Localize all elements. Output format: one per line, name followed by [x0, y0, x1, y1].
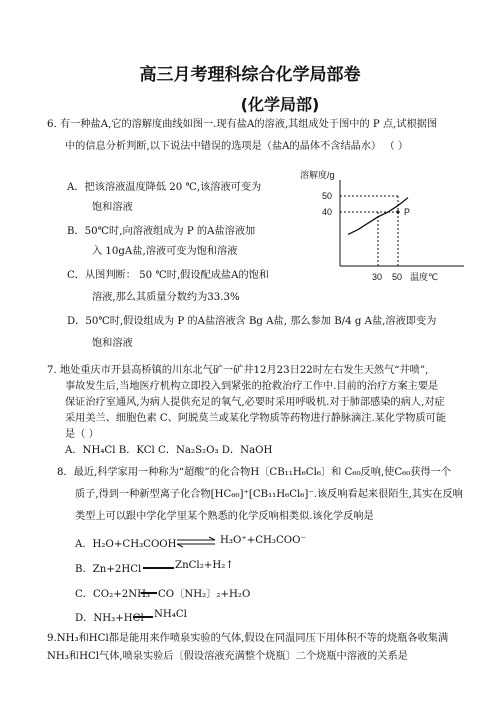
q8-option-b-left: B．Zn+2HCl — [75, 564, 142, 575]
q8-option-d-right: NH₄Cl — [154, 609, 187, 620]
q6-option-d-line1: D．50℃时,假设组成为 P 的A盐溶液含 Bg A盐, 那么参加 B/4 g A盐,溶液即变为 — [67, 316, 437, 327]
point-p-label: P — [404, 207, 411, 217]
q9-line1: 9.NH₃和HCl都是能用来作喷泉实验的气体,假设在同温同压下用体积不等的烧瓶各收集满 — [47, 633, 449, 644]
chart-axes — [340, 180, 464, 266]
equilibrium-arrow-icon — [175, 535, 217, 549]
q7-line2: 事故发生后,当地医疗机构立即投入到紧张的抢救治疗工作中.目前的治疗方案主要是 — [65, 381, 439, 392]
x-tick-label-30: 30 — [372, 272, 383, 282]
q6-option-a-line1: A．把该溶液温度降低 20 ℃,该溶液可变为 — [67, 182, 262, 193]
y-tick-label-40: 40 — [322, 207, 333, 217]
page-subtitle: (化学局部) — [240, 95, 320, 114]
point-p-marker — [396, 210, 399, 213]
q6-option-c-line1: C．从图判断： 50 ℃时,假设配成盐A的饱和 — [67, 270, 270, 281]
q9-line2: NH₃和HCl气体,喷泉实验后〔假设溶液充满整个烧瓶〕二个烧瓶中溶液的关系是 — [47, 651, 408, 662]
x-tick-label-50: 50 — [392, 272, 403, 282]
q6-stem-line2: 中的信息分析判断,以下说法中错误的选项是（盐A的晶体不含结晶水） （ ） — [65, 141, 409, 152]
y-tick-label-50: 50 — [322, 191, 333, 201]
q8-option-d-left: D．NH₃+HCl — [75, 613, 144, 624]
q7-line3: 保证治疗室通风,为病人提供充足的氧气,必要时采用呼吸机.对于肺部感染的病人,对症 — [65, 397, 445, 408]
q6-stem-line1: 6. 有一种盐A,它的溶解度曲线如图一.现有盐A的溶液,其组成处于图中的 P 点,试根据图 — [47, 119, 438, 130]
q8-line1: 8．最近,科学家用一种称为“超酸”的化合物H〔CB₁₁H₆Cl₆〕和 C₆₀反响,使C₆₀获得一个 — [57, 467, 452, 478]
reaction-line-d — [133, 616, 153, 618]
q8-option-a-right: H₃O⁺+CH₃COO⁻ — [220, 535, 306, 546]
q6-option-c-line2: 溶液,那么其质量分数约为33.3% — [92, 292, 240, 303]
q8-option-c-left: C．CO₂+2NH₃ — [75, 589, 151, 600]
solubility-chart — [300, 168, 470, 286]
page-title: 高三月考理科综合化学局部卷 — [139, 65, 361, 85]
reaction-line-c — [141, 592, 157, 594]
q8-line2: 质子,得到一种新型离子化合物[HC₆₀]⁺[CB₁₁H₆Cl₆]⁻.该反响看起来很陌生,其实在反响 — [75, 489, 463, 500]
q8-option-b-right: ZnCl₂+H₂↑ — [175, 560, 234, 571]
q8-line3: 类型上可以跟中学化学里某个熟悉的化学反响相类似.该化学反响是 — [75, 511, 374, 522]
q6-option-b-line1: B．50℃时,向溶液组成为 P 的A盐溶液加 — [67, 226, 256, 237]
q8-option-a-left: A．H₂O+CH₃COOH — [75, 539, 177, 550]
q8-option-c-right: CO〔NH₂〕₂+H₂O — [158, 589, 251, 600]
y-axis-label: 溶解度/g — [300, 170, 335, 180]
q6-option-d-line2: 饱和溶液 — [92, 338, 133, 349]
q7-line5: 是（ ） — [65, 429, 99, 440]
q7-options: A．NH₄Cl B．KCl C．Na₂S₂O₃ D．NaOH — [65, 445, 273, 456]
q6-option-a-line2: 饱和溶液 — [92, 202, 133, 213]
q7-line1: 7. 地处重庆市开县高桥镇的川东北气矿一矿井12月23日22时左右发生天然气“井喷”, — [47, 365, 429, 376]
q7-line4: 采用美兰、细胞色素 C、阿脱莫兰或某化学物质等药物进行静脉滴注.某化学物质可能 — [65, 413, 447, 424]
reaction-line-b — [143, 567, 174, 569]
x-axis-label: 温度℃ — [410, 272, 439, 282]
q6-option-b-line2: 入 10gA盐,溶液可变为饱和溶液 — [92, 246, 238, 257]
